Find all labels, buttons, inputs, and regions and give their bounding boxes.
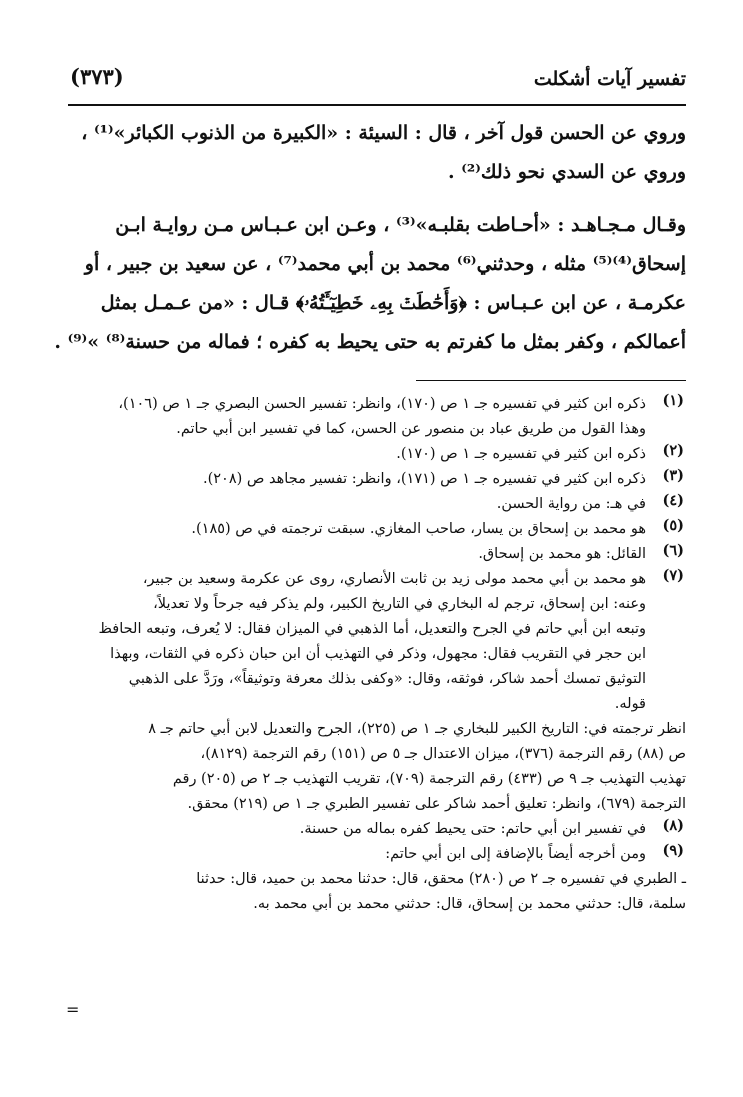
footnote-line: سلمة، قال: حدثني محمد بن إسحاق، قال: حدثني محمد بن أبي محمد به. [253, 896, 686, 912]
footnote-number: (٥) [662, 517, 684, 534]
footnote-line: ـ الطبري في تفسيره جـ ٢ ص (٢٨٠) محقق، قال: حدثنا محمد بن حميد، قال: حدثنا [196, 871, 686, 887]
footnote-line: الترجمة (٦٧٩)، وانظر: تعليق أحمد شاكر على تفسير الطبري جـ ١ ص (٢١٩) محقق. [187, 796, 686, 812]
header-rule [68, 104, 686, 106]
footnote-line: ذكره ابن كثير في تفسيره جـ ١ ص (١٧٠). [396, 446, 646, 462]
text-line: عكرمـة ، عن ابن عـبـاس : ﴿وَأَحَٰطَتۡ بِهِۦ خَطِيٓـَٔتُهُۥ﴾ قـال : «من عـمـل بمثل [100, 292, 686, 314]
text-line: وروي عن الحسن قول آخر ، قال : السيئة : «الكبيرة من الذنوب الكبائر»⁽¹⁾ ، [81, 122, 686, 144]
footnote-line: ذكره ابن كثير في تفسيره جـ ١ ص (١٧٠)، وانظر: تفسير الحسن البصري جـ ١ ص (١٠٦)، [118, 396, 646, 412]
footnote-line: انظر ترجمته في: التاريخ الكبير للبخاري جـ ١ ص (٢٢٥)، الجرح والتعديل لابن أبي حاتم جـ ٨ [148, 721, 686, 737]
footnote-5 [66, 517, 686, 542]
page-header [68, 62, 686, 102]
footnote-4 [66, 492, 686, 517]
footnote-line: القائل: هو محمد بن إسحاق. [478, 546, 646, 562]
footnote-number: (٤) [662, 492, 684, 509]
footnote-9 [66, 842, 686, 867]
footnote-line: في هـ: من رواية الحسن. [496, 496, 646, 512]
footnote-line: وتبعه ابن أبي حاتم في الجرح والتعديل، أما الذهبي في الميزان فقال: لا يُعرف، وتبعه الحافظ [98, 621, 646, 637]
footnote-line: ابن حجر في التقريب فقال: مجهول، وذكر في التهذيب أن ابن حبان ذكره في الثقات، وبهذا [110, 646, 646, 662]
text-line: إسحاق⁽⁴⁾⁽⁵⁾ مثله ، وحدثني⁽⁶⁾ محمد بن أبي محمد⁽⁷⁾ ، عن سعيد بن جبير ، أو [84, 253, 686, 275]
footnote-line: ذكره ابن كثير في تفسيره جـ ١ ص (١٧١)، وانظر: تفسير مجاهد ص (٢٠٨). [202, 471, 646, 487]
footnote-number: (١) [662, 392, 684, 409]
footnote-7-references [66, 717, 686, 817]
footnote-6 [66, 542, 686, 567]
footnote-3 [66, 467, 686, 492]
footnote-number: (٩) [662, 842, 684, 859]
text-line: أعمالكم ، وكفر بمثل ما كفرتم به حتى يحيط به كفره ؛ فماله من حسنة⁽⁸⁾ »⁽⁹⁾ . [54, 331, 686, 353]
footnote-line: هو محمد بن أبي محمد مولى زيد بن ثابت الأنصاري، روى عن عكرمة وسعيد بن جبير، [142, 571, 646, 587]
footnote-line: قوله. [614, 696, 646, 712]
footnote-line: تهذيب التهذيب جـ ٩ ص (٤٣٣) رقم الترجمة (٧٠٩)، تقريب التهذيب جـ ٢ ص (٢٠٥) رقم [172, 771, 686, 787]
footnote-line: وعنه: ابن إسحاق، ترجم له البخاري في التاريخ الكبير، ولم يذكر فيه جرحاً ولا تعديلاً، [153, 596, 646, 612]
footnote-rule [416, 380, 686, 381]
footnote-number: (٨) [662, 817, 684, 834]
main-text [54, 114, 686, 376]
footnote-line: وهذا القول من طريق عباد بن منصور عن الحسن، كما في تفسير ابن أبي حاتم. [176, 421, 646, 437]
footnote-line: التوثيق تمسك أحمد شاكر، فوثقه، وقال: «وكفى بذلك معرفة وتوثيقاً»، ورَدَّ على الذهبي [128, 671, 646, 687]
footnote-line: ومن أخرجه أيضاً بالإضافة إلى ابن أبي حاتم: [385, 846, 646, 862]
text-line: وروي عن السدي نحو ذلك⁽²⁾ . [447, 161, 686, 183]
footnote-9-continuation [66, 867, 686, 917]
page-number: (٣٧٣) [70, 64, 124, 89]
footnote-8 [66, 817, 686, 842]
footnote-number: (٢) [662, 442, 684, 459]
footnote-number: (٣) [662, 467, 684, 484]
footnote-number: (٦) [662, 542, 684, 559]
paragraph-2 [54, 206, 686, 362]
footnote-line: ص (٨٨) رقم الترجمة (٣٧٦)، ميزان الاعتدال جـ ٥ ص (١٥١) رقم الترجمة (٨١٢٩)، [200, 746, 686, 762]
running-title: تفسير آيات أشكلت [533, 68, 686, 90]
footnote-1 [66, 392, 686, 442]
footnote-line: هو محمد بن إسحاق بن يسار، صاحب المغازي. سبقت ترجمته في ص (١٨٥). [191, 521, 646, 537]
text-line: وقـال مـجـاهـد : «أحـاطت بقلبـه»⁽³⁾ ، وعـن ابن عـبـاس مـن روايـة ابـن [115, 214, 686, 236]
footnote-2 [66, 442, 686, 467]
continuation-mark: = [66, 1000, 80, 1019]
footnotes [66, 392, 686, 917]
footnote-number: (٧) [662, 567, 684, 584]
paragraph-1 [80, 114, 686, 192]
footnote-line: في تفسير ابن أبي حاتم: حتى يحيط كفره بماله من حسنة. [299, 821, 646, 837]
footnote-7 [66, 567, 686, 717]
